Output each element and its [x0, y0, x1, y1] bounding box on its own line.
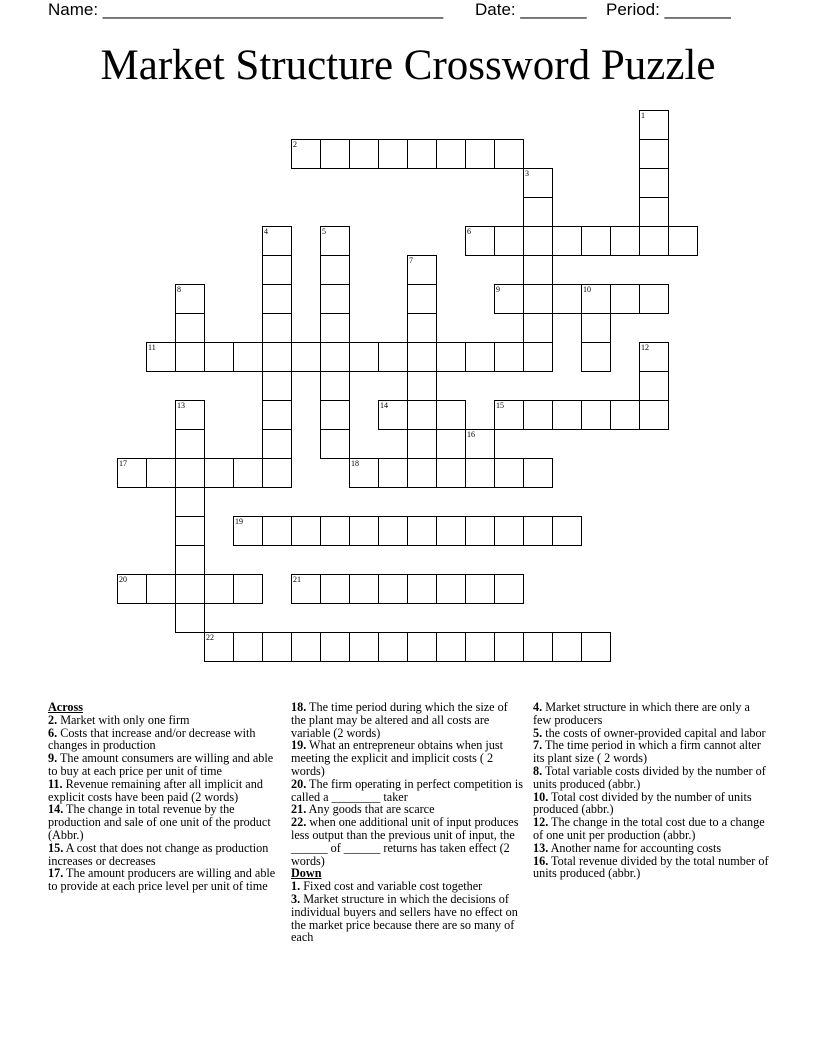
- grid-cell[interactable]: [465, 139, 495, 169]
- grid-cell[interactable]: [175, 313, 205, 343]
- grid-cell[interactable]: [320, 255, 350, 285]
- clue-item: [533, 855, 769, 881]
- grid-cell[interactable]: [552, 226, 582, 256]
- grid-cell[interactable]: [291, 342, 321, 372]
- clue-text: Total variable costs divided by the number of units produced (abbr.): [533, 763, 766, 791]
- grid-cell[interactable]: [262, 313, 292, 343]
- grid-clue-number: 3: [525, 169, 529, 178]
- clue-number: 20.: [291, 776, 307, 791]
- grid-clue-number: 17: [119, 459, 127, 468]
- grid-cell[interactable]: [494, 458, 524, 488]
- grid-cell[interactable]: [378, 516, 408, 546]
- clue-number: 15.: [48, 840, 64, 855]
- clue-text: The amount consumers are willing and able to buy at each price per unit of time: [48, 751, 274, 778]
- grid-cell[interactable]: [262, 400, 292, 430]
- grid-cell[interactable]: [523, 516, 553, 546]
- grid-cell[interactable]: [465, 632, 495, 662]
- clue-number: 19.: [291, 738, 307, 753]
- grid-cell[interactable]: [291, 516, 321, 546]
- grid-clue-number: 7: [409, 256, 413, 265]
- clue-number: 12.: [533, 815, 549, 830]
- grid-cell[interactable]: [436, 342, 466, 372]
- grid-clue-number: 21: [293, 575, 301, 584]
- grid-cell[interactable]: [320, 400, 350, 430]
- grid-cell[interactable]: [233, 574, 263, 604]
- grid-cell[interactable]: [523, 226, 553, 256]
- clue-number: 10.: [533, 789, 549, 804]
- clue-item: [291, 701, 523, 739]
- clue-text: A cost that does not change as production increases or decreases: [48, 840, 269, 868]
- grid-clue-number: 11: [148, 343, 156, 352]
- grid-clue-number: 6: [467, 227, 471, 236]
- clue-number: 22.: [291, 815, 307, 830]
- grid-cell[interactable]: [610, 284, 640, 314]
- grid-cell[interactable]: [175, 487, 205, 517]
- grid-cell[interactable]: [639, 400, 669, 430]
- clue-number: 17.: [48, 866, 64, 881]
- grid-cell[interactable]: [436, 574, 466, 604]
- grid-cell[interactable]: [175, 458, 205, 488]
- clue-number: 18.: [291, 700, 307, 714]
- grid-cell[interactable]: [610, 226, 640, 256]
- grid-cell[interactable]: [407, 632, 437, 662]
- clue-text: when one additional unit of input produces less output than the previous unit of input, the ______ of ______ returns has taken effect (2 words): [291, 815, 519, 868]
- grid-cell[interactable]: [175, 603, 205, 633]
- grid-cell[interactable]: [233, 458, 263, 488]
- clue-item: [48, 727, 280, 753]
- grid-cell[interactable]: [320, 139, 350, 169]
- clue-item: [48, 778, 280, 804]
- grid-cell[interactable]: [349, 139, 379, 169]
- grid-cell[interactable]: [320, 313, 350, 343]
- grid-cell[interactable]: [262, 342, 292, 372]
- clue-item: [291, 893, 523, 944]
- grid-cell[interactable]: [494, 574, 524, 604]
- grid-cell[interactable]: [262, 255, 292, 285]
- grid-cell[interactable]: [407, 313, 437, 343]
- grid-cell[interactable]: [668, 226, 698, 256]
- clue-text: Market structure in which the decisions of individual buyers and sellers have no effect on the market price because there are so many of each: [291, 891, 518, 945]
- clue-number: 11.: [48, 776, 63, 791]
- grid-cell[interactable]: [407, 371, 437, 401]
- date-field[interactable]: Date: _______: [475, 0, 587, 19]
- clue-text: What an entrepreneur obtains when just meeting the explicit and implicit costs ( 2 words): [291, 738, 503, 778]
- clue-item: [533, 816, 769, 842]
- clue-item: [291, 816, 523, 867]
- clue-item: [533, 791, 769, 817]
- clue-text: The change in the total cost due to a change of one unit per production (abbr.): [533, 815, 765, 842]
- down-heading: Down: [291, 866, 322, 881]
- clues-column-1: [48, 701, 280, 893]
- grid-cell[interactable]: [523, 458, 553, 488]
- grid-cell[interactable]: [639, 168, 669, 198]
- grid-clue-number: 4: [264, 227, 268, 236]
- clue-text: Any goods that are scarce: [306, 802, 435, 817]
- grid-cell[interactable]: [349, 516, 379, 546]
- grid-cell[interactable]: [233, 632, 263, 662]
- grid-clue-number: 22: [206, 633, 214, 642]
- grid-cell[interactable]: [523, 632, 553, 662]
- grid-clue-number: 10: [583, 285, 591, 294]
- grid-cell[interactable]: [581, 226, 611, 256]
- grid-cell[interactable]: [378, 139, 408, 169]
- grid-cell[interactable]: [494, 632, 524, 662]
- grid-cell[interactable]: [320, 516, 350, 546]
- grid-cell[interactable]: [639, 197, 669, 227]
- clue-item: [48, 803, 280, 841]
- grid-cell[interactable]: [175, 516, 205, 546]
- grid-cell[interactable]: [175, 574, 205, 604]
- clue-text: The firm operating in perfect competition is called a ________ taker: [291, 776, 523, 804]
- grid-cell[interactable]: [494, 226, 524, 256]
- clue-item: [48, 752, 280, 778]
- clue-number: 21.: [291, 802, 307, 817]
- grid-clue-number: 12: [641, 343, 649, 352]
- grid-cell[interactable]: [523, 313, 553, 343]
- grid-cell[interactable]: [320, 574, 350, 604]
- grid-cell[interactable]: [639, 226, 669, 256]
- clues-column-2: [291, 701, 523, 944]
- grid-cell[interactable]: [233, 342, 263, 372]
- across-heading: Across: [48, 700, 83, 714]
- grid-cell[interactable]: [407, 342, 437, 372]
- grid-cell[interactable]: [610, 400, 640, 430]
- grid-clue-number: 15: [496, 401, 504, 410]
- clue-number: 4.: [533, 700, 543, 714]
- grid-clue-number: 16: [467, 430, 475, 439]
- grid-cell[interactable]: [204, 342, 234, 372]
- grid-clue-number: 18: [351, 459, 359, 468]
- grid-cell[interactable]: [407, 284, 437, 314]
- grid-cell[interactable]: [465, 574, 495, 604]
- grid-cell[interactable]: [407, 574, 437, 604]
- grid-cell[interactable]: [407, 400, 437, 430]
- grid-cell[interactable]: [262, 371, 292, 401]
- grid-clue-number: 2: [293, 140, 297, 149]
- grid-cell[interactable]: [523, 342, 553, 372]
- grid-cell[interactable]: [262, 516, 292, 546]
- grid-cell[interactable]: [262, 632, 292, 662]
- grid-clue-number: 5: [322, 227, 326, 236]
- grid-cell[interactable]: [523, 400, 553, 430]
- clues-column-3: [533, 701, 769, 880]
- clue-number: 5.: [533, 725, 543, 740]
- grid-cell[interactable]: [465, 458, 495, 488]
- grid-cell[interactable]: [175, 545, 205, 575]
- grid-cell[interactable]: [146, 458, 176, 488]
- clue-text: The change in total revenue by the production and sale of one unit of the product (Abbr.): [48, 802, 271, 842]
- grid-cell[interactable]: [349, 574, 379, 604]
- clue-number: 13.: [533, 840, 549, 855]
- grid-cell[interactable]: [175, 429, 205, 459]
- grid-cell[interactable]: [581, 342, 611, 372]
- grid-cell[interactable]: [349, 342, 379, 372]
- grid-cell[interactable]: [494, 516, 524, 546]
- clue-text: Market structure in which there are only a few producers: [533, 700, 750, 727]
- clue-number: 16.: [533, 853, 549, 868]
- grid-cell[interactable]: [465, 342, 495, 372]
- clue-text: Fixed cost and variable cost together: [300, 879, 483, 894]
- grid-clue-number: 9: [496, 285, 500, 294]
- clue-number: 14.: [48, 802, 64, 817]
- clue-item: [291, 739, 523, 777]
- clue-item: [533, 765, 769, 791]
- grid-cell[interactable]: [407, 458, 437, 488]
- clue-number: 8.: [533, 763, 543, 778]
- clue-number: 2.: [48, 712, 58, 727]
- clue-text: the costs of owner-provided capital and labor: [542, 725, 766, 740]
- grid-cell[interactable]: [436, 400, 466, 430]
- grid-cell[interactable]: [552, 284, 582, 314]
- grid-cell[interactable]: [465, 516, 495, 546]
- grid-cell[interactable]: [407, 139, 437, 169]
- grid-cell[interactable]: [378, 574, 408, 604]
- grid-cell[interactable]: [407, 429, 437, 459]
- clue-text: The time period in which a firm cannot alter its plant size ( 2 words): [533, 738, 761, 766]
- clue-text: The time period during which the size of the plant may be altered and all costs are variable (2 words): [291, 700, 508, 740]
- grid-cell[interactable]: [175, 342, 205, 372]
- grid-cell[interactable]: [436, 632, 466, 662]
- grid-cell[interactable]: [639, 284, 669, 314]
- grid-cell[interactable]: [581, 400, 611, 430]
- grid-cell[interactable]: [320, 632, 350, 662]
- grid-cell[interactable]: [639, 371, 669, 401]
- clue-text: Market with only one firm: [57, 712, 190, 727]
- period-field[interactable]: Period: _______: [606, 0, 731, 19]
- clue-number: 1.: [291, 879, 301, 894]
- clue-text: The amount producers are willing and able to provide at each price level per unit of time: [48, 866, 276, 894]
- grid-cell[interactable]: [552, 516, 582, 546]
- grid-clue-number: 13: [177, 401, 185, 410]
- grid-cell[interactable]: [552, 400, 582, 430]
- grid-cell[interactable]: [378, 632, 408, 662]
- grid-cell[interactable]: [436, 139, 466, 169]
- grid-cell[interactable]: [262, 458, 292, 488]
- page-title: Market Structure Crossword Puzzle: [100, 42, 716, 89]
- clue-item: [48, 842, 280, 868]
- clue-number: 9.: [48, 751, 58, 766]
- clue-number: 3.: [291, 891, 301, 906]
- grid-clue-number: 20: [119, 575, 127, 584]
- grid-clue-number: 19: [235, 517, 243, 526]
- grid-clue-number: 8: [177, 285, 181, 294]
- grid-cell[interactable]: [552, 632, 582, 662]
- grid-cell[interactable]: [523, 197, 553, 227]
- grid-cell[interactable]: [436, 458, 466, 488]
- grid-cell[interactable]: [378, 342, 408, 372]
- grid-cell[interactable]: [436, 516, 466, 546]
- grid-cell[interactable]: [320, 429, 350, 459]
- grid-cell[interactable]: [204, 458, 234, 488]
- grid-cell[interactable]: [523, 284, 553, 314]
- clue-item: [533, 739, 769, 765]
- clue-number: 7.: [533, 738, 543, 753]
- grid-cell[interactable]: [320, 284, 350, 314]
- clue-item: [48, 867, 280, 893]
- name-field[interactable]: Name: ____________________________________: [48, 0, 444, 19]
- grid-cell[interactable]: [378, 458, 408, 488]
- grid-cell[interactable]: [494, 342, 524, 372]
- grid-cell[interactable]: [262, 429, 292, 459]
- grid-clue-number: 14: [380, 401, 388, 410]
- grid-cell[interactable]: [639, 139, 669, 169]
- grid-cell[interactable]: [320, 342, 350, 372]
- grid-cell[interactable]: [407, 516, 437, 546]
- grid-cell[interactable]: [291, 632, 321, 662]
- grid-cell[interactable]: [581, 632, 611, 662]
- clue-text: Total cost divided by the number of units produced (abbr.): [533, 789, 752, 817]
- clue-item: [533, 701, 769, 727]
- grid-cell[interactable]: [320, 371, 350, 401]
- grid-clue-number: 1: [641, 111, 645, 120]
- grid-cell[interactable]: [494, 139, 524, 169]
- clue-number: 6.: [48, 725, 58, 740]
- clue-text: Costs that increase and/or decrease with changes in production: [48, 725, 256, 753]
- clue-text: Another name for accounting costs: [548, 840, 722, 855]
- grid-cell[interactable]: [523, 255, 553, 285]
- grid-cell[interactable]: [581, 313, 611, 343]
- clue-text: Total revenue divided by the total number of units produced (abbr.): [533, 853, 769, 881]
- grid-cell[interactable]: [204, 574, 234, 604]
- clue-item: [291, 778, 523, 804]
- clue-text: Revenue remaining after all implicit and explicit costs have been paid (2 words): [48, 776, 263, 804]
- grid-cell[interactable]: [262, 284, 292, 314]
- grid-cell[interactable]: [349, 632, 379, 662]
- grid-cell[interactable]: [146, 574, 176, 604]
